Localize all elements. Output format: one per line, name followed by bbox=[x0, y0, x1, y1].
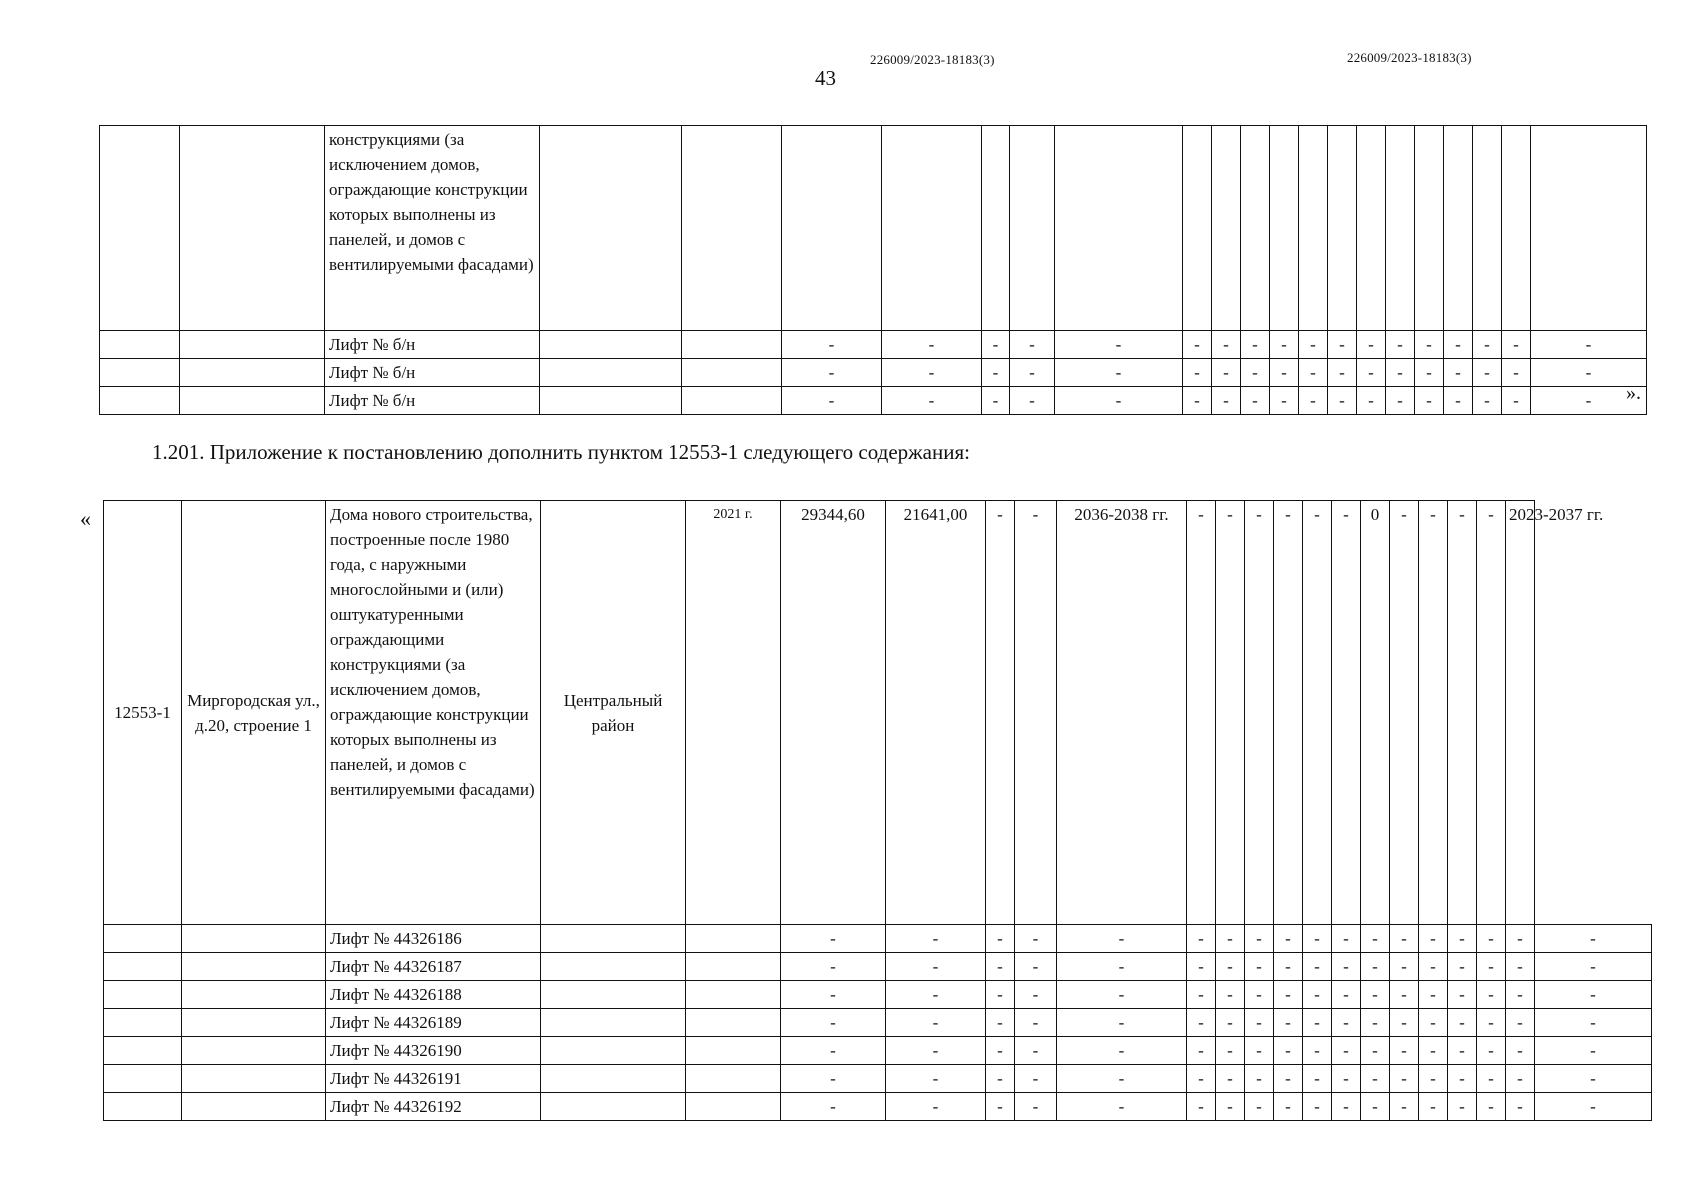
dash-cell: - bbox=[1299, 331, 1328, 359]
dash-cell: - bbox=[1010, 387, 1055, 415]
dash-cell: - bbox=[1390, 953, 1419, 981]
dash-cell: - bbox=[1535, 953, 1652, 981]
dash-cell: - bbox=[1274, 953, 1303, 981]
dash-cell: - bbox=[1332, 953, 1361, 981]
dash-cell: - bbox=[986, 953, 1015, 981]
lift-row bbox=[104, 953, 1652, 981]
dash-cell: - bbox=[1332, 1065, 1361, 1093]
dash-cell: - bbox=[1245, 1037, 1274, 1065]
item-number: 12553-1 bbox=[104, 501, 182, 925]
dash-cell: - bbox=[1473, 359, 1502, 387]
dash-cell: - bbox=[1419, 1037, 1448, 1065]
area-living: 21641,00 bbox=[886, 501, 986, 925]
register-table-item-12553-1 bbox=[103, 500, 1652, 1121]
document-number-left: 226009/2023-18183(3) bbox=[870, 52, 995, 67]
dash-cell: - bbox=[882, 331, 982, 359]
lift-name: Лифт № б/н bbox=[325, 359, 540, 387]
dash-cell: - bbox=[886, 925, 986, 953]
dash-cell: - bbox=[1187, 1009, 1216, 1037]
dash-cell: - bbox=[1419, 925, 1448, 953]
opening-quote: « bbox=[80, 506, 91, 531]
dash-cell: - bbox=[1187, 925, 1216, 953]
lift-name: Лифт № 44326192 bbox=[326, 1093, 541, 1121]
dash-cell: - bbox=[782, 387, 882, 415]
table-row-main bbox=[104, 501, 1652, 925]
lift-row bbox=[104, 1065, 1652, 1093]
dash-cell: - bbox=[1332, 1009, 1361, 1037]
dash-cell: - bbox=[1270, 331, 1299, 359]
dash-cell: - bbox=[1015, 501, 1057, 925]
dash-cell: - bbox=[1477, 925, 1506, 953]
dash-cell: - bbox=[1187, 1037, 1216, 1065]
dash-cell: - bbox=[1216, 1037, 1245, 1065]
dash-cell: - bbox=[1303, 1065, 1332, 1093]
dash-cell: - bbox=[1506, 925, 1535, 953]
dash-cell: - bbox=[1216, 501, 1245, 925]
dash-cell: - bbox=[1274, 1065, 1303, 1093]
dash-cell: - bbox=[1241, 359, 1270, 387]
dash-cell: - bbox=[1303, 925, 1332, 953]
lift-name: Лифт № 44326187 bbox=[326, 953, 541, 981]
dash-cell: - bbox=[1332, 981, 1361, 1009]
dash-cell: - bbox=[886, 1009, 986, 1037]
dash-cell: - bbox=[986, 501, 1015, 925]
year-built: 2021 г. bbox=[686, 501, 781, 925]
dash-cell: - bbox=[1055, 331, 1183, 359]
dash-cell: - bbox=[1506, 1009, 1535, 1037]
dash-cell: - bbox=[1390, 925, 1419, 953]
dash-cell: - bbox=[1444, 359, 1473, 387]
dash-cell: - bbox=[1506, 1093, 1535, 1121]
page-number: 43 bbox=[815, 66, 836, 90]
dash-cell: - bbox=[1535, 1037, 1652, 1065]
dash-cell: - bbox=[1390, 1009, 1419, 1037]
dash-cell: - bbox=[1448, 1037, 1477, 1065]
dash-cell: - bbox=[1015, 1037, 1057, 1065]
dash-cell: - bbox=[1390, 981, 1419, 1009]
dash-cell: - bbox=[1274, 1037, 1303, 1065]
dash-cell: - bbox=[1502, 387, 1531, 415]
dash-cell: - bbox=[781, 953, 886, 981]
dash-cell: - bbox=[1448, 501, 1477, 925]
dash-cell: - bbox=[1187, 1093, 1216, 1121]
lift-row bbox=[104, 1037, 1652, 1065]
dash-cell: - bbox=[1274, 1093, 1303, 1121]
dash-cell: - bbox=[1015, 1065, 1057, 1093]
dash-cell: - bbox=[886, 1065, 986, 1093]
dash-cell: - bbox=[1361, 1065, 1390, 1093]
dash-cell: - bbox=[1057, 1037, 1187, 1065]
dash-cell: - bbox=[1477, 1093, 1506, 1121]
dash-cell: - bbox=[1535, 1093, 1652, 1121]
dash-cell: - bbox=[1419, 953, 1448, 981]
dash-cell: - bbox=[781, 1065, 886, 1093]
lift-name: Лифт № 44326191 bbox=[326, 1065, 541, 1093]
dash-cell: - bbox=[986, 981, 1015, 1009]
dash-cell: - bbox=[1535, 925, 1652, 953]
dash-cell: - bbox=[1187, 953, 1216, 981]
dash-cell: - bbox=[882, 387, 982, 415]
dash-cell: - bbox=[1361, 1093, 1390, 1121]
dash-cell: - bbox=[1415, 331, 1444, 359]
dash-cell: - bbox=[782, 331, 882, 359]
dash-cell: - bbox=[1187, 501, 1216, 925]
dash-cell: - bbox=[1057, 981, 1187, 1009]
dash-cell: - bbox=[1473, 331, 1502, 359]
dash-cell: - bbox=[1357, 387, 1386, 415]
dash-cell: - bbox=[1419, 1065, 1448, 1093]
dash-cell: - bbox=[1477, 953, 1506, 981]
dash-cell: - bbox=[1531, 359, 1647, 387]
dash-cell: - bbox=[781, 1093, 886, 1121]
dash-cell: - bbox=[1187, 981, 1216, 1009]
period-2: 2023-2037 гг. bbox=[1506, 501, 1535, 925]
dash-cell: - bbox=[1015, 953, 1057, 981]
dash-cell: - bbox=[1361, 981, 1390, 1009]
dash-cell: - bbox=[1057, 1065, 1187, 1093]
dash-cell: - bbox=[1216, 925, 1245, 953]
dash-cell: - bbox=[1245, 953, 1274, 981]
dash-cell: - bbox=[1477, 1065, 1506, 1093]
dash-cell: - bbox=[781, 925, 886, 953]
dash-cell: - bbox=[1506, 1037, 1535, 1065]
dash-cell: - bbox=[1245, 1009, 1274, 1037]
table-row bbox=[100, 126, 1647, 331]
dash-cell: - bbox=[1332, 501, 1361, 925]
dash-cell: - bbox=[1477, 1009, 1506, 1037]
dash-cell: - bbox=[1015, 1009, 1057, 1037]
dash-cell: - bbox=[1448, 1065, 1477, 1093]
lift-name: Лифт № б/н bbox=[325, 387, 540, 415]
dash-cell: - bbox=[1216, 1065, 1245, 1093]
dash-cell: - bbox=[1502, 331, 1531, 359]
dash-cell: - bbox=[1183, 331, 1212, 359]
dash-cell: - bbox=[1448, 981, 1477, 1009]
dash-cell: - bbox=[1361, 1009, 1390, 1037]
dash-cell: - bbox=[1361, 925, 1390, 953]
dash-cell: - bbox=[1477, 981, 1506, 1009]
dash-cell: - bbox=[1444, 387, 1473, 415]
dash-cell: - bbox=[1212, 359, 1241, 387]
dash-cell: - bbox=[1390, 1065, 1419, 1093]
address: Миргородская ул., д.20, строение 1 bbox=[182, 501, 326, 925]
dash-cell: - bbox=[982, 387, 1010, 415]
dash-cell: - bbox=[1303, 981, 1332, 1009]
lift-name: Лифт № 44326190 bbox=[326, 1037, 541, 1065]
dash-cell: - bbox=[1216, 1009, 1245, 1037]
description-cell: конструкциями (за исключением домов, ограждающие конструкции которых выполнены из панелей, и домов с вентилируемыми фасадами) bbox=[325, 126, 540, 331]
dash-cell: - bbox=[781, 981, 886, 1009]
dash-cell: - bbox=[1299, 387, 1328, 415]
zero-value: 0 bbox=[1361, 501, 1390, 925]
dash-cell: - bbox=[982, 359, 1010, 387]
dash-cell: - bbox=[1057, 925, 1187, 953]
lift-row bbox=[104, 1009, 1652, 1037]
dash-cell: - bbox=[1216, 953, 1245, 981]
dash-cell: - bbox=[1183, 387, 1212, 415]
dash-cell: - bbox=[1415, 359, 1444, 387]
dash-cell: - bbox=[982, 331, 1010, 359]
lift-row bbox=[104, 925, 1652, 953]
dash-cell: - bbox=[1506, 981, 1535, 1009]
dash-cell: - bbox=[886, 1093, 986, 1121]
closing-quote: ». bbox=[1626, 382, 1641, 404]
dash-cell: - bbox=[1332, 925, 1361, 953]
dash-cell: - bbox=[1448, 925, 1477, 953]
dash-cell: - bbox=[1390, 501, 1419, 925]
dash-cell: - bbox=[1303, 1009, 1332, 1037]
lift-name: Лифт № 44326189 bbox=[326, 1009, 541, 1037]
dash-cell: - bbox=[1444, 331, 1473, 359]
dash-cell: - bbox=[882, 359, 982, 387]
dash-cell: - bbox=[1212, 387, 1241, 415]
dash-cell: - bbox=[1502, 359, 1531, 387]
period-1: 2036-2038 гг. bbox=[1057, 501, 1187, 925]
dash-cell: - bbox=[986, 1009, 1015, 1037]
dash-cell: - bbox=[1183, 359, 1212, 387]
dash-cell: - bbox=[1299, 359, 1328, 387]
lift-name: Лифт № 44326188 bbox=[326, 981, 541, 1009]
dash-cell: - bbox=[1015, 1093, 1057, 1121]
dash-cell: - bbox=[1506, 1065, 1535, 1093]
dash-cell: - bbox=[1015, 925, 1057, 953]
dash-cell: - bbox=[1419, 1009, 1448, 1037]
dash-cell: - bbox=[1055, 387, 1183, 415]
dash-cell: - bbox=[886, 981, 986, 1009]
dash-cell: - bbox=[1448, 953, 1477, 981]
dash-cell: - bbox=[1245, 925, 1274, 953]
lift-row bbox=[100, 359, 1647, 387]
dash-cell: - bbox=[1386, 359, 1415, 387]
area-total: 29344,60 bbox=[781, 501, 886, 925]
dash-cell: - bbox=[1245, 1065, 1274, 1093]
dash-cell: - bbox=[1274, 501, 1303, 925]
dash-cell: - bbox=[1245, 981, 1274, 1009]
dash-cell: - bbox=[1477, 1037, 1506, 1065]
dash-cell: - bbox=[781, 1009, 886, 1037]
building-type-description: Дома нового строительства, построенные после 1980 года, с наружными многослойными и (или) оштукатуренными ограждающими конструкциями (за исключением домов, ограждающие конструкции которых выполнены из панелей, и домов с вентилируемыми фасадами) bbox=[326, 501, 541, 925]
dash-cell: - bbox=[1057, 953, 1187, 981]
lift-name: Лифт № 44326186 bbox=[326, 925, 541, 953]
lift-row bbox=[100, 331, 1647, 359]
dash-cell: - bbox=[1531, 387, 1647, 415]
dash-cell: - bbox=[1212, 331, 1241, 359]
dash-cell: - bbox=[1328, 359, 1357, 387]
dash-cell: - bbox=[986, 925, 1015, 953]
dash-cell: - bbox=[1274, 1009, 1303, 1037]
register-table-continuation bbox=[99, 125, 1647, 415]
dash-cell: - bbox=[1010, 359, 1055, 387]
dash-cell: - bbox=[1477, 501, 1506, 925]
dash-cell: - bbox=[1419, 1093, 1448, 1121]
dash-cell: - bbox=[1473, 387, 1502, 415]
dash-cell: - bbox=[1303, 501, 1332, 925]
dash-cell: - bbox=[1303, 1093, 1332, 1121]
lift-row bbox=[104, 1093, 1652, 1121]
dash-cell: - bbox=[1245, 501, 1274, 925]
dash-cell: - bbox=[1328, 331, 1357, 359]
dash-cell: - bbox=[886, 953, 986, 981]
dash-cell: - bbox=[1415, 387, 1444, 415]
dash-cell: - bbox=[1531, 331, 1647, 359]
dash-cell: - bbox=[1241, 387, 1270, 415]
dash-cell: - bbox=[1361, 1037, 1390, 1065]
dash-cell: - bbox=[1357, 331, 1386, 359]
dash-cell: - bbox=[1270, 359, 1299, 387]
district: Центральный район bbox=[541, 501, 686, 925]
dash-cell: - bbox=[1535, 1065, 1652, 1093]
dash-cell: - bbox=[1187, 1065, 1216, 1093]
dash-cell: - bbox=[1332, 1037, 1361, 1065]
dash-cell: - bbox=[1361, 953, 1390, 981]
lift-row bbox=[104, 981, 1652, 1009]
dash-cell: - bbox=[1057, 1093, 1187, 1121]
dash-cell: - bbox=[1386, 331, 1415, 359]
dash-cell: - bbox=[782, 359, 882, 387]
dash-cell: - bbox=[1245, 1093, 1274, 1121]
dash-cell: - bbox=[1386, 387, 1415, 415]
dash-cell: - bbox=[1419, 501, 1448, 925]
dash-cell: - bbox=[986, 1037, 1015, 1065]
dash-cell: - bbox=[1010, 331, 1055, 359]
dash-cell: - bbox=[1448, 1093, 1477, 1121]
dash-cell: - bbox=[1274, 981, 1303, 1009]
dash-cell: - bbox=[1332, 1093, 1361, 1121]
dash-cell: - bbox=[1216, 981, 1245, 1009]
dash-cell: - bbox=[1390, 1037, 1419, 1065]
dash-cell: - bbox=[1057, 1009, 1187, 1037]
dash-cell: - bbox=[1328, 387, 1357, 415]
dash-cell: - bbox=[1535, 981, 1652, 1009]
lift-name: Лифт № б/н bbox=[325, 331, 540, 359]
dash-cell: - bbox=[781, 1037, 886, 1065]
dash-cell: - bbox=[1448, 1009, 1477, 1037]
dash-cell: - bbox=[1506, 953, 1535, 981]
dash-cell: - bbox=[1216, 1093, 1245, 1121]
paragraph-1-201: 1.201. Приложение к постановлению дополнить пунктом 12553-1 следующего содержания: bbox=[152, 440, 970, 464]
dash-cell: - bbox=[886, 1037, 986, 1065]
dash-cell: - bbox=[1270, 387, 1299, 415]
dash-cell: - bbox=[1055, 359, 1183, 387]
dash-cell: - bbox=[986, 1065, 1015, 1093]
dash-cell: - bbox=[1357, 359, 1386, 387]
dash-cell: - bbox=[986, 1093, 1015, 1121]
lift-row bbox=[100, 387, 1647, 415]
dash-cell: - bbox=[1419, 981, 1448, 1009]
dash-cell: - bbox=[1015, 981, 1057, 1009]
dash-cell: - bbox=[1274, 925, 1303, 953]
dash-cell: - bbox=[1535, 1009, 1652, 1037]
dash-cell: - bbox=[1303, 1037, 1332, 1065]
dash-cell: - bbox=[1241, 331, 1270, 359]
dash-cell: - bbox=[1390, 1093, 1419, 1121]
dash-cell: - bbox=[1303, 953, 1332, 981]
document-number-right: 226009/2023-18183(3) bbox=[1347, 50, 1472, 65]
